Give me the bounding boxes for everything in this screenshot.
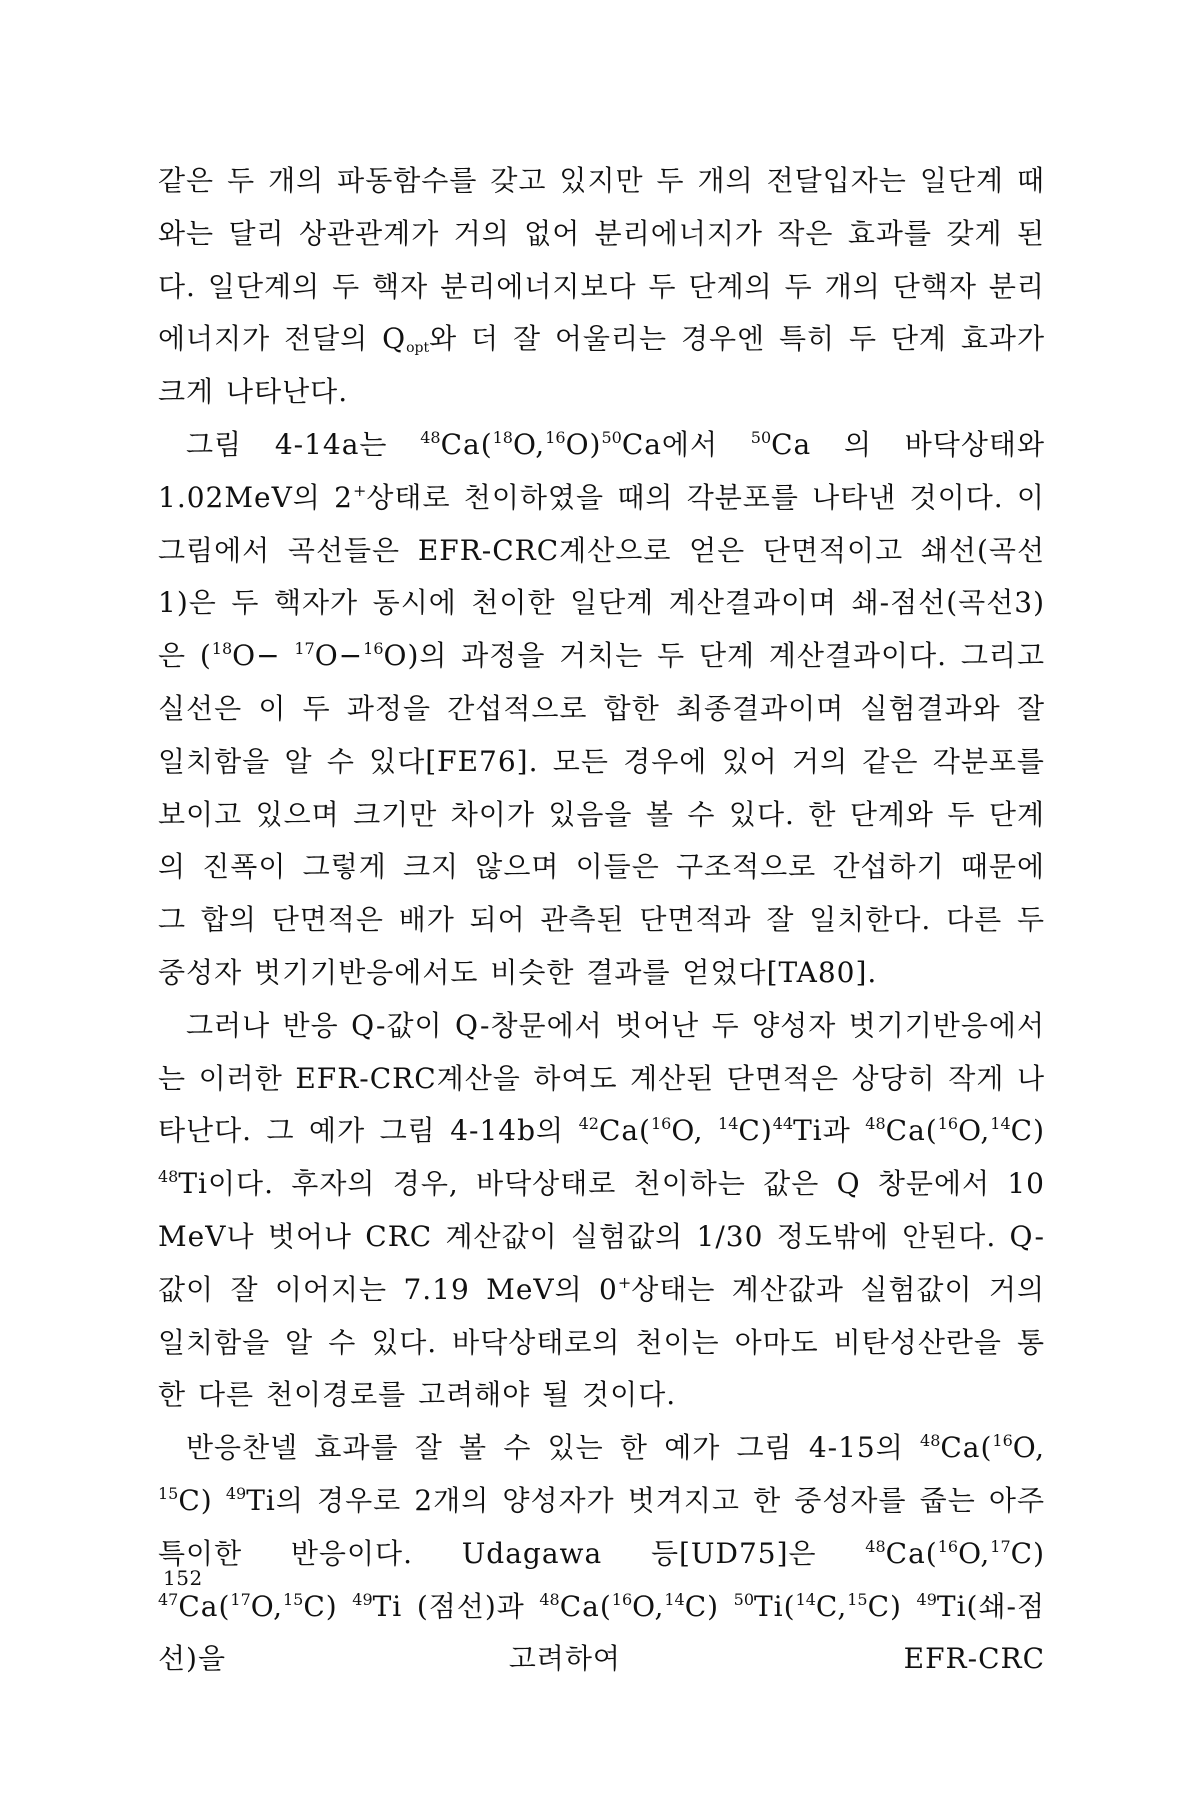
- paragraph: 반응찬넬 효과를 잘 볼 수 있는 한 예가 그림 4-15의 $^{48}$Ca($^{16}$O, $^{15}$C) $^{49}$Ti의 경우로 2개의 양성자가 벗겨지고 한 중성자를 줍는 아주 특이한 반응이다. Udagawa 등[UD75]은 $^{48}$Ca($^{16}$O,$^{17}$C) $^{47}$Ca($^{17}$O,$^{15}$C) $^{49}$Ti (점선)과 $^{48}$Ca($^{16}$O,$^{14}$C) $^{50}$Ti($^{14}$C,$^{15}$C) $^{49}$Ti(쇄-점선)을 고려하여 EFR-CRC: [158, 1431, 1046, 1676]
- page-number: 152: [163, 1566, 203, 1590]
- paragraph: 그림 4-14a는 $^{48}Ca(^{18}O,^{16}O)^{50}Ca$에서 $^{50}$Ca 의 바닥상태와 1.02MeV의 2+상태로 천이하였을 때의 각분포를 나타낸 것이다. 이 그림에서 곡선들은 EFR-CRC계산으로 얻은 단면적이고 쇄선(곡선1)은 두 핵자가 동시에 천이한 일단계 계산결과이며 쇄-점선(곡선3)은 ($^{18}$O− $^{17}$O−$^{16}$O)의 과정을 거치는 두 단계 계산결과이다. 그리고 실선은 이 두 과정을 간섭적으로 합한 최종결과이며 실험결과와 잘 일치함을 알 수 있다[FE76]. 모든 경우에 있어 거의 같은 각분포를 보이고 있으며 크기만 차이가 있음을 볼 수 있다. 한 단계와 두 단계의 진폭이 그렇게 크지 않으며 이들은 구조적으로 간섭하기 때문에 그 합의 단면적은 배가 되어 관측된 단면적과 잘 일치한다. 다른 두 중성자 벗기기반응에서도 비슷한 결과를 얻었다[TA80].: [158, 427, 1045, 989]
- paragraph: 그러나 반응 Q-값이 Q-창문에서 벗어난 두 양성자 벗기기반응에서는 이러한 EFR-CRC계산을 하여도 계산된 단면적은 상당히 작게 나타난다. 그 예가 그림 4-14b의 $^{42}$Ca($^{16}$O, $^{14}$C)$^{44}$Ti과 $^{48}$Ca($^{16}$O,$^{14}$C) $^{48}$Ti이다. 후자의 경우, 바닥상태로 천이하는 값은 Q 창문에서 10 MeV나 벗어나 CRC 계산값이 실험값의 1/30 정도밖에 안된다. Q-값이 잘 이어지는 7.19 MeV의 0+상태는 계산값과 실험값이 거의 일치함을 알 수 있다. 바닥상태로의 천이는 아마도 비탄성산란을 통한 다른 천이경로를 고려해야 될 것이다.: [158, 1008, 1045, 1412]
- body-text: [158, 155, 1045, 1686]
- paragraph: 같은 두 개의 파동함수를 갖고 있지만 두 개의 전달입자는 일단계 때와는 달리 상관관계가 거의 없어 분리에너지가 작은 효과를 갖게 된다. 일단계의 두 핵자 분리에너지보다 두 단계의 두 개의 단핵자 분리에너지가 전달의 $Q_{opt}$와 더 잘 어울리는 경우엔 특히 두 단계 효과가 크게 나타난다.: [158, 164, 1046, 409]
